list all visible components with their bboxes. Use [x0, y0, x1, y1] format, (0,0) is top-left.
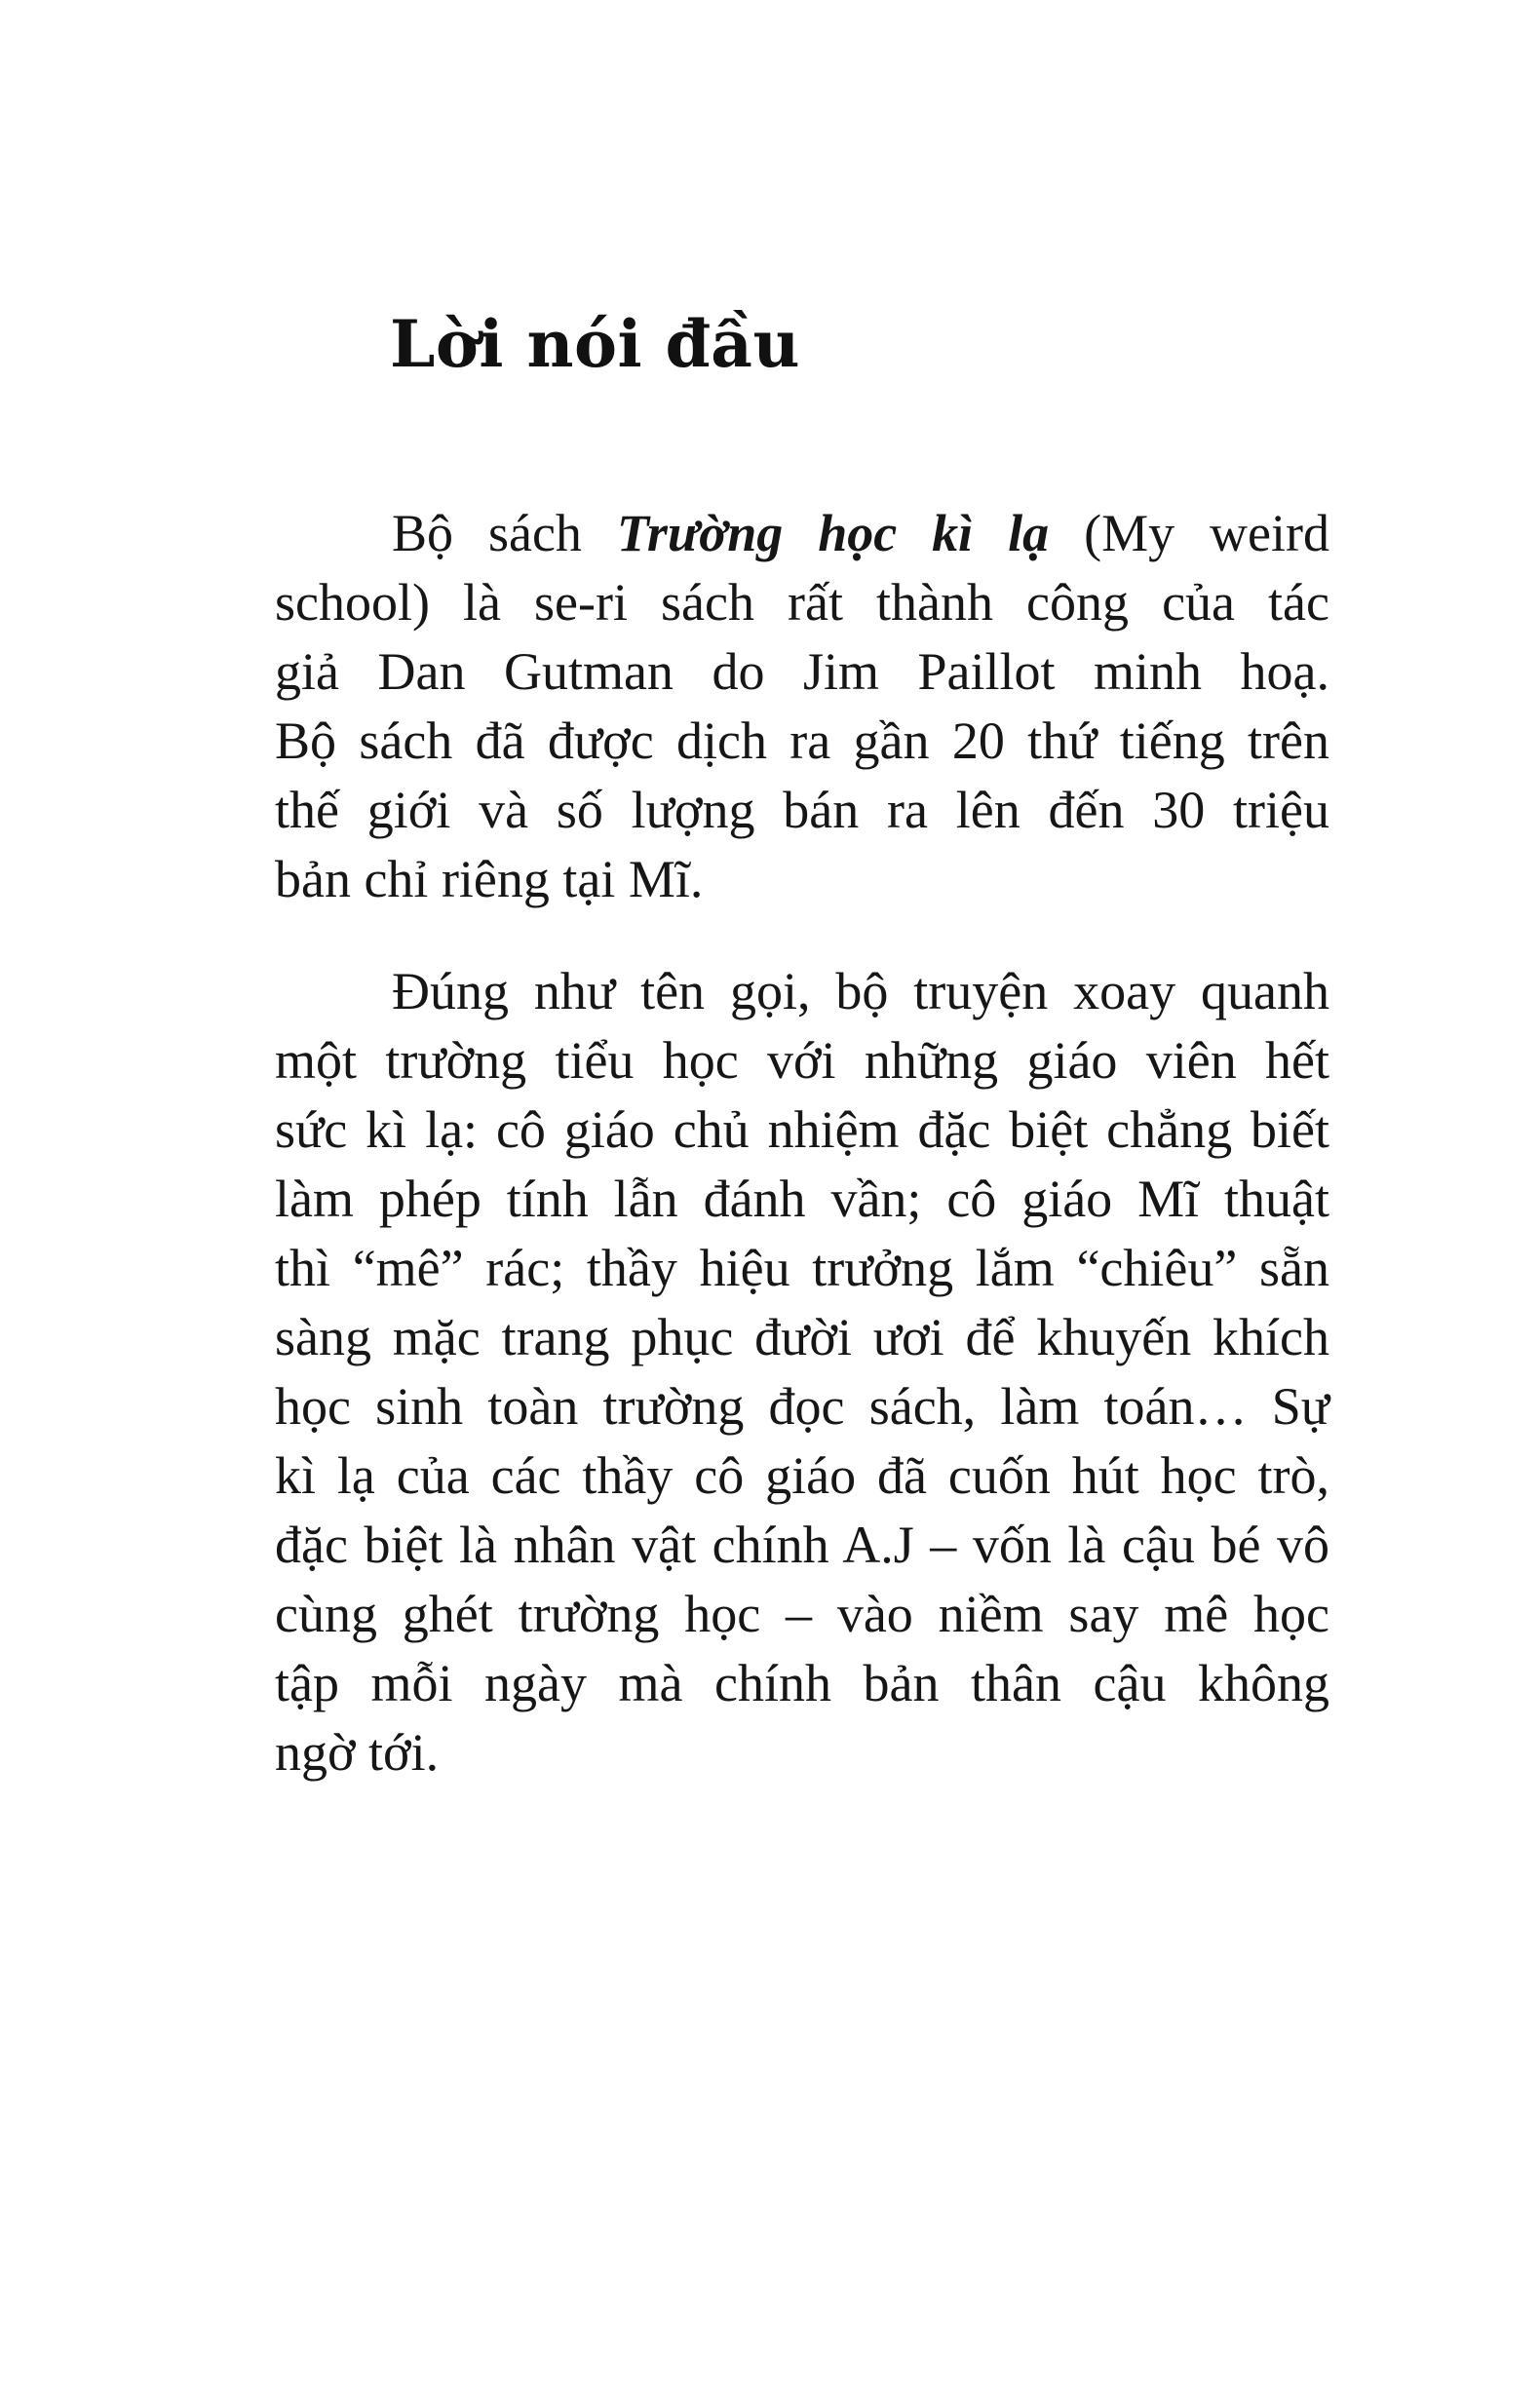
paragraph-2-line-5: thì “mê” rác; thầy hiệu trưởng lắm “chiêu” sẵn — [275, 1239, 1329, 1297]
paragraph-2-line-9: đặc biệt là nhân vật chính A.J – vốn là cậu bé vô — [275, 1516, 1329, 1574]
paragraph-2-line-7: học sinh toàn trường đọc sách, làm toán… Sự — [275, 1377, 1329, 1436]
paragraph-2-line-12: ngờ tới. — [275, 1723, 440, 1782]
paragraph-2-line-10: cùng ghét trường học – vào niềm say mê học — [275, 1585, 1329, 1643]
paragraph-1-line-6: bản chỉ riêng tại Mĩ. — [275, 850, 704, 908]
paragraph-2-line-8: kì lạ của các thầy cô giáo đã cuốn hút học trò, — [275, 1446, 1329, 1505]
paragraph-2-line-1: Đúng như tên gọi, bộ truyện xoay quanh — [392, 962, 1329, 1020]
line-1-text-before: Bộ sách — [392, 504, 617, 562]
paragraph-2-line-4: làm phép tính lẫn đánh vần; cô giáo Mĩ thuật — [275, 1170, 1329, 1228]
paragraph-1-line-2: school) là se-ri sách rất thành công của tác — [275, 573, 1329, 632]
paragraph-2-line-3: sức kì lạ: cô giáo chủ nhiệm đặc biệt chẳng biết — [275, 1100, 1329, 1159]
paragraph-2-line-11: tập mỗi ngày mà chính bản thân cậu không — [275, 1654, 1329, 1712]
paragraph-1-line-3: giả Dan Gutman do Jim Paillot minh hoạ. — [275, 642, 1329, 701]
book-series-title: Trường học kì lạ — [616, 504, 1050, 562]
paragraph-2-line-6: sàng mặc trang phục đười ươi để khuyến khích — [275, 1308, 1329, 1366]
paragraph-2-line-2: một trường tiểu học với những giáo viên hết — [275, 1031, 1329, 1090]
paragraph-1-line-4: Bộ sách đã được dịch ra gần 20 thứ tiếng trên — [275, 711, 1329, 770]
paragraph-2 — [275, 957, 1329, 1787]
paragraph-1-line-5: thế giới và số lượng bán ra lên đến 30 triệu — [275, 781, 1329, 839]
paragraph-1 — [275, 499, 1329, 914]
line-1-text-after: (My weird — [1049, 504, 1330, 562]
page-title: Lời nói đầu — [390, 306, 800, 382]
paragraph-1-line-1 — [275, 499, 1329, 568]
